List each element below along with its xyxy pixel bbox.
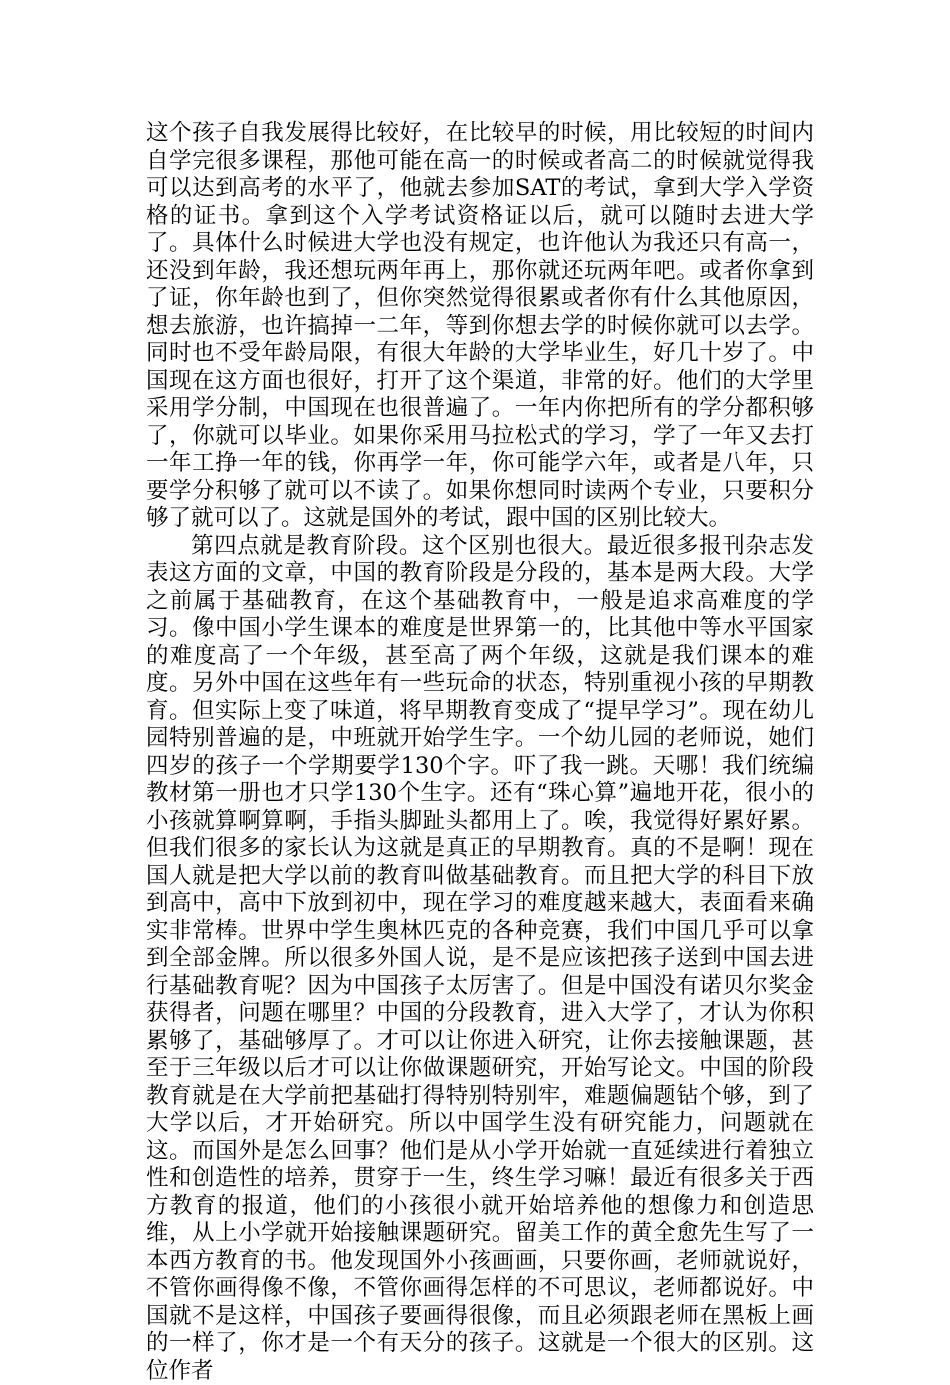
document-body xyxy=(146,120,814,1385)
paragraph-1: 这个孩子自我发展得比较好，在比较早的时候，用比较短的时间内自学完很多课程，那他可能在高一的时候或者高二的时候就觉得我可以达到高考的水平了，他就去参加SAT的考试，拿到大学入学资格的证书。拿到这个入学考试资格证以后，就可以随时去进大学了。具体什么时候进大学也没有规定，也许他认为我还只有高一，还没到年龄，我还想玩两年再上，那你就还玩两年吧。或者你拿到了证，你年龄也到了，但你突然觉得很累或者你有什么其他原因，想去旅游，也许搞掉一二年，等到你想去学的时候你就可以去学。同时也不受年龄局限，有很大年龄的大学毕业生，好几十岁了。中国现在这方面也很好，打开了这个渠道，非常的好。他们的大学里采用学分制，中国现在也很普遍了。一年内你把所有的学分都积够了，你就可以毕业。如果你采用马拉松式的学习，学了一年又去打一年工挣一年的钱，你再学一年，你可能学六年，或者是八年，只要学分积够了就可以不读了。如果你想同时读两个专业，只要积分够了就可以了。这就是国外的考试，跟中国的区别比较大。 xyxy=(146,120,814,533)
paragraph-2: 第四点就是教育阶段。这个区别也很大。最近很多报刊杂志发表这方面的文章，中国的教育阶段是分段的，基本是两大段。大学之前属于基础教育，在这个基础教育中，一般是追求高难度的学习。像中国小学生课本的难度是世界第一的，比其他中等水平国家的难度高了一个年级，甚至高了两个年级，这就是我们课本的难度。另外中国在这些年有一些玩命的状态，特别重视小孩的早期教育。但实际上变了味道，将早期教育变成了“提早学习”。现在幼儿园特别普遍的是，中班就开始学生字。一个幼儿园的老师说，她们四岁的孩子一个学期要学130个字。吓了我一跳。天哪！我们统编教材第一册也才只学130个生字。还有“珠心算”遍地开花，很小的小孩就算啊算啊，手指头脚趾头都用上了。唉，我觉得好累好累。但我们很多的家长认为这就是真正的早期教育。真的不是啊！现在国人就是把大学以前的教育叫做基础教育。而且把大学的科目下放到高中，高中下放到初中，现在学习的难度越来越大，表面看来确实非常棒。世界中学生奥林匹克的各种竞赛，我们中国几乎可以拿到全部金牌。所以很多外国人说，是不是应该把孩子送到中国去进行基础教育呢？因为中国孩子太厉害了。但是中国没有诺贝尔奖金获得者，问题在哪里？中国的分段教育，进入大学了，才认为你积累够了，基础够厚了。才可以让你进入研究，让你去接触课题，甚至于三年级以后才可以让你做课题研究，开始写论文。中国的阶段教育就是在大学前把基础打得特别特别牢，难题偏题钻个够，到了大学以后，才开始研究。所以中国学生没有研究能力，问题就在这。而国外是怎么回事？他们是从小学开始就一直延续进行着独立性和创造性的培养，贯穿于一生，终生学习嘛！最近有很多关于西方教育的报道，他们的小孩很小就开始培养他的想像力和创造思维，从上小学就开始接触课题研究。留美工作的黄全愈先生写了一本西方教育的书。他发现国外小孩画画，只要你画，老师就说好，不管你画得像不像，不管你画得怎样的不可思议，老师都说好。中国就不是这样，中国孩子要画得很像，而且必须跟老师在黑板上画的一样了，你才是一个有天分的孩子。这就是一个很大的区别。这位作者 xyxy=(146,533,814,1385)
